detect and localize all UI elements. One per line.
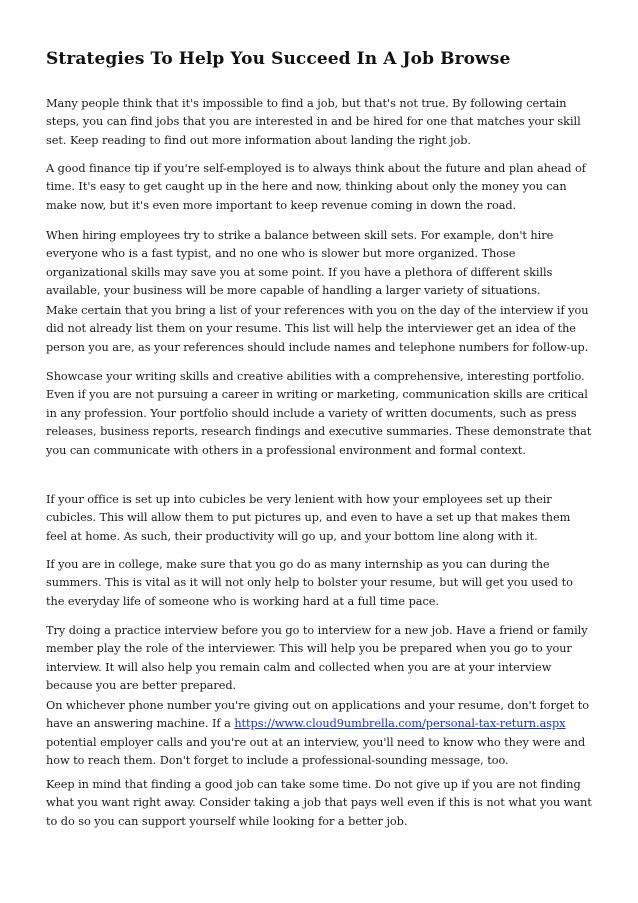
paragraph-practice-interview: Try doing a practice interview before you go to interview for a new job. Have a friend or family member play the role of the interviewer. This will help you be prepared when you go to your interview. It will also help you remain calm and collected when you are at your interview because you are better prepared. [46, 624, 588, 693]
paragraph-text-before-link: On whichever phone number you're giving out on applications and your resume, don't forget to have an answering machine. If a [46, 699, 589, 731]
tax-return-link[interactable]: https://www.cloud9umbrella.com/personal-tax-return.aspx [234, 717, 566, 731]
paragraph-text-after-link: potential employer calls and you're out at an interview, you'll need to know who they were and how to reach them. Don't forget to include a professional-sounding message, too. [46, 735, 586, 768]
paragraph-internships: If you are in college, make sure that you go do as many internship as you can during the summers. This is vital as it will not only help to bolster your resume, but will get you used to the everyday life of someone who is working hard at a full time pace. [46, 558, 573, 608]
paragraph-intro: Many people think that it's impossible to find a job, but that's not true. By following certain steps, you can find jobs that you are interested in and be hired for one that matches your skill set. Keep reading to find out more information about landing the right job. [46, 97, 581, 147]
paragraph-references: Make certain that you bring a list of your references with you on the day of the interview if you did not already list them on your resume. This list will help the interviewer get an idea of the person you are, as your references should include names and telephone numbers for follow-up. [46, 304, 589, 354]
paragraph-portfolio: Showcase your writing skills and creative abilities with a comprehensive, interesting portfolio. Even if you are not pursuing a career in writing or marketing, communication skills are critical in any profession. Your portfolio should include a variety of written documents, such as press releases, business reports, research findings and executive summaries. These demonstrate that you can communicate with others in a professional environment and formal context. [46, 370, 592, 457]
paragraph-answering-machine [46, 697, 594, 771]
paragraph-cubicles: If your office is set up into cubicles be very lenient with how your employees set up their cubicles. This will allow them to put pictures up, and even to have a set up that makes them feel at home. As such, their productivity will go up, and your bottom line along with it. [46, 493, 571, 543]
paragraph-closing: Keep in mind that finding a good job can take some time. Do not give up if you are not finding what you want right away. Consider taking a job that pays well even if this is not what you want to do so you can support yourself while looking for a better job. [46, 778, 592, 828]
paragraph-finance-tip: A good finance tip if you're self-employed is to always think about the future and plan ahead of time. It's easy to get caught up in the here and now, thinking about only the money you can make now, but it's even more important to keep revenue coming in down the road. [46, 162, 586, 212]
paragraph-hiring-balance: When hiring employees try to strike a balance between skill sets. For example, don't hire everyone who is a fast typist, and no one who is slower but more organized. Those organizational skills may save you at some point. If you have a plethora of different skills available, your business will be more capable of handling a larger variety of situations. [46, 229, 554, 298]
document-title: Strategies To Help You Succeed In A Job Browse [46, 49, 511, 69]
